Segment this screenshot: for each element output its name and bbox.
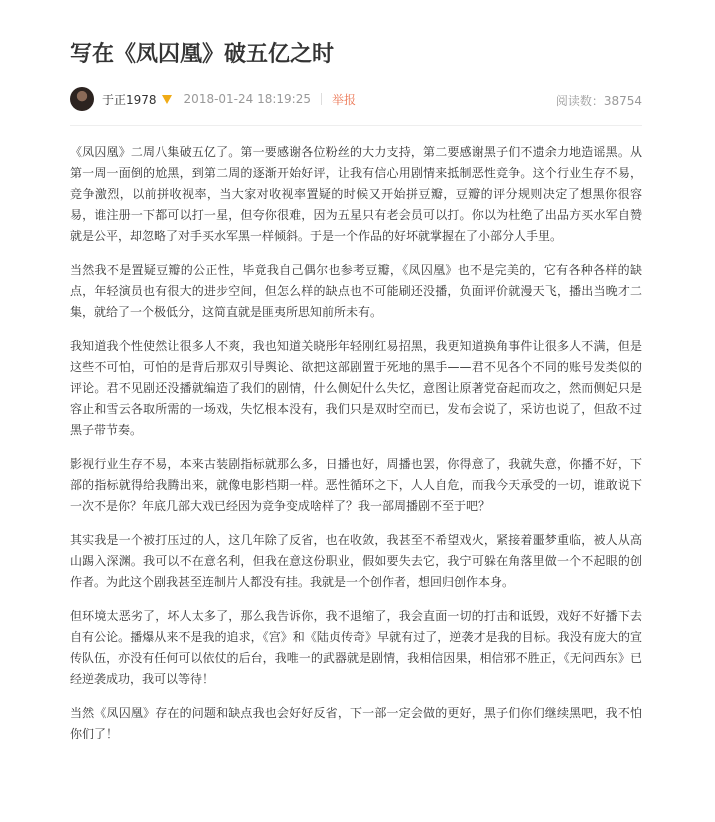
report-link[interactable]: 举报 [332, 92, 357, 107]
author-name-link[interactable]: 于正1978 [102, 92, 157, 107]
article-paragraph: 当然我不是置疑豆瓣的公正性，毕竟我自己偶尔也参考豆瓣，《凤囚凰》也不是完美的，它有各种各样的缺点，年轻演员也有很大的进步空间，但怎么样的缺点也不可能刷还没播，负面评价就漫天飞，播出当晚才二集，就给了一个极低分，这简直就是匪夷所思知前所未有。 [70, 263, 642, 319]
article-title: 写在《凤囚凰》破五亿之时 [70, 42, 335, 67]
article-meta [70, 85, 642, 113]
meta-separator [321, 93, 322, 105]
read-count: 阅读数：38754 [555, 94, 642, 108]
avatar[interactable] [70, 87, 94, 111]
vip-badge-icon [162, 95, 172, 104]
article-paragraph: 但环境太恶劣了，坏人太多了，那么我告诉你，我不退缩了，我会直面一切的打击和诋毁，戏好不好播下去自有公论。播爆从来不是我的追求，《宫》和《陆贞传奇》早就有过了，逆袭才是我的目标。我没有庞大的宣传队伍，亦没有任何可以依仗的后台，我唯一的武器就是剧情，我相信因果，相信邪不胜正，《无问西东》已经逆袭成功，我可以等待！ [70, 609, 642, 686]
article-paragraph: 我知道我个性使然让很多人不爽，我也知道关晓彤年轻刚红易招黑，我更知道换角事件让很多人不满，但是这些不可怕，可怕的是背后那双引导舆论、欲把这部剧置于死地的黑手——君不见各个不同的账号发类似的评论。君不见剧还没播就编造了我们的剧情，什么侧妃什么失忆，意图让原著党奋起而攻之，然而侧妃只是容止和雪云各取所需的一场戏，失忆根本没有，我们只是双时空而已，发布会说了，采访也说了，但敌不过黑子带节奏。 [70, 339, 642, 437]
publish-date: 2018-01-24 18:19:25 [183, 92, 311, 106]
article-paragraph: 《凤囚凰》二周八集破五亿了。第一要感谢各位粉丝的大力支持，第二要感谢黑子们不遗余力地造谣黑。从第一周一面倒的尬黑，到第二周的逐渐开始好评，让我有信心用剧情来抵制恶性竞争。这个行业生存不易，竞争激烈，以前拼收视率，当大家对收视率置疑的时候又开始拼豆瓣，豆瓣的评分规则决定了想黑你很容易，谁注册一下都可以打一星，但夸你很难，因为五星只有老会员可以打。你以为杜绝了出品方买水军自赞就是公平，却忽略了对手买水军黑一样倾斜。于是一个作品的好坏就掌握在了小部分人手里。 [70, 145, 642, 243]
meta-divider [70, 125, 642, 126]
article-paragraph: 其实我是一个被打压过的人，这几年除了反省，也在收敛，我甚至不希望戏火，紧接着噩梦重临，被人从高山踢入深渊。我可以不在意名利，但我在意这份职业，假如要失去它，我宁可躲在角落里做一个不起眼的创作者。为此这个剧我甚至连制片人都没有挂。我就是一个创作者，想回归创作本身。 [70, 533, 642, 589]
article-paragraph: 当然《凤囚凰》存在的问题和缺点我也会好好反省，下一部一定会做的更好，黑子们你们继续黑吧，我不怕你们了！ [70, 706, 642, 741]
article-body [70, 142, 642, 745]
article [70, 40, 642, 758]
article-paragraph: 影视行业生存不易，本来古装剧指标就那么多，日播也好，周播也罢，你得意了，我就失意，你播不好，下部的指标就得给我腾出来，就像电影档期一样。恶性循环之下，人人自危，而我今天承受的一切，谁敢说下一次不是你？年底几部大戏已经因为竞争变成啥样了？我一部周播剧不至于吧？ [70, 457, 642, 513]
